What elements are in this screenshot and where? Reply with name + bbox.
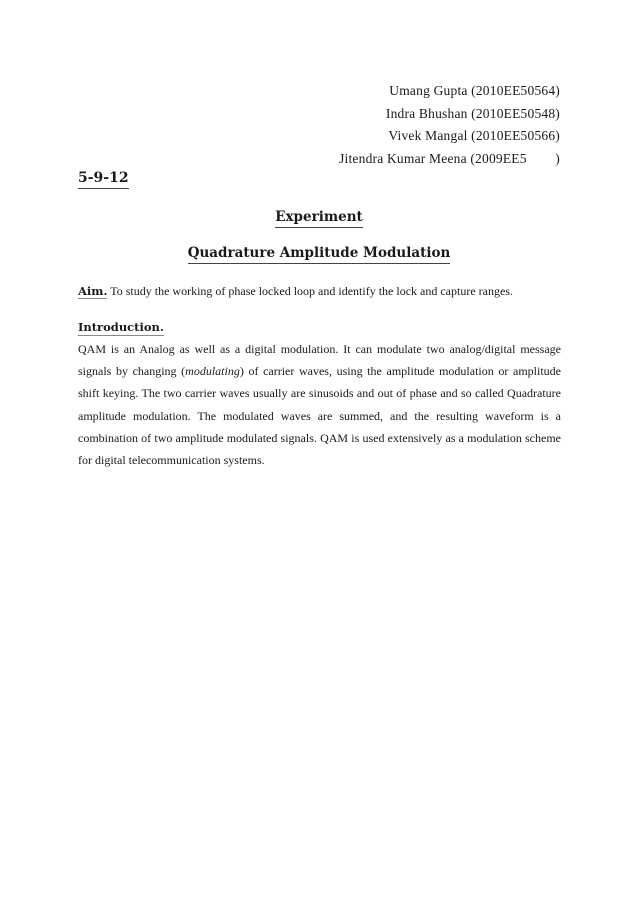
introduction-label: Introduction. xyxy=(78,320,164,334)
author-line: Vivek Mangal (2010EE50566) xyxy=(388,128,560,143)
page-title: Experiment xyxy=(275,209,363,228)
introduction-paragraph xyxy=(78,338,561,471)
intro-emphasis: modulating xyxy=(185,364,240,379)
author-line: Umang Gupta (2010EE50564) xyxy=(389,83,560,98)
aim-text: To study the working of phase locked loop and identify the lock and capture ranges. xyxy=(107,284,513,298)
aim-label: Aim. xyxy=(78,284,108,298)
author-line: Indra Bhushan (2010EE50548) xyxy=(385,105,560,121)
author-list xyxy=(339,80,560,170)
intro-text-after: ) of carrier waves, using the amplitude modulation or amplitude shift keying. The two carrier waves usually are sinusoids and out of phase and so called Quadrature amplitude modulation. The modulated waves are summed, and the resulting waveform is a combination of two amplitude modulated signals. QAM is used extensively as a modulation scheme for digital telecommunication systems. xyxy=(78,364,561,468)
page-title-container xyxy=(0,209,638,225)
aim-paragraph xyxy=(78,282,562,300)
intro-text-before: QAM is an Analog as well as a digital modulation. It can modulate two analog/digital message signals by changing ( xyxy=(78,342,561,379)
page-subtitle: Quadrature Amplitude Modulation xyxy=(188,245,451,264)
author-line: Jitendra Kumar Meena (2009EE5 ) xyxy=(339,150,560,166)
date: 5-9-12 xyxy=(78,170,129,189)
subtitle-container xyxy=(0,245,638,261)
